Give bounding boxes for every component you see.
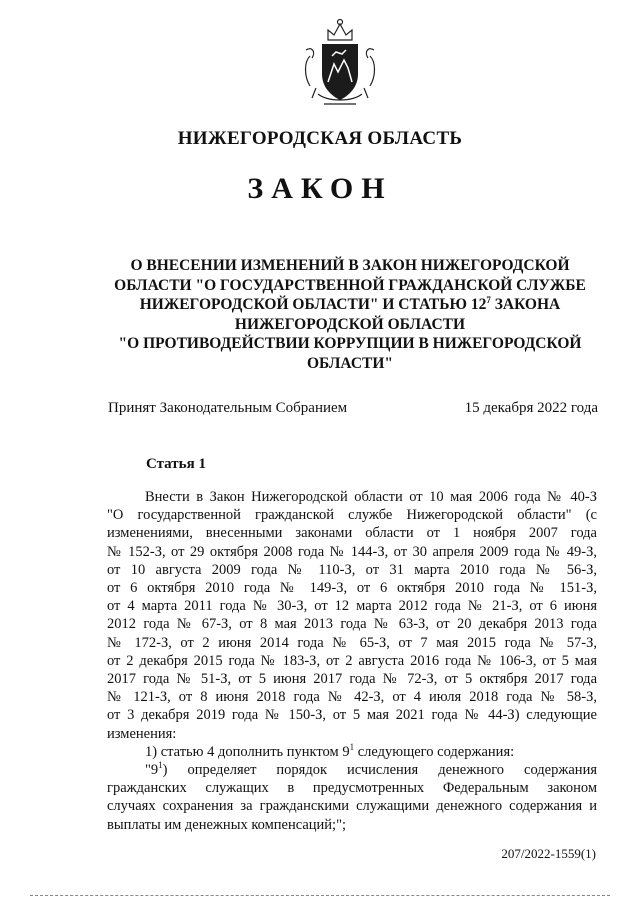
article-body [107,488,597,834]
quote-line [107,761,597,779]
quote-text: ) определяет порядок исчисления денежного содержания [162,762,597,779]
item-1 [107,743,597,761]
body-line: 2017 года № 51-З, от 5 июня 2017 года № 72-З, от 5 октября 2017 года [107,671,597,688]
body-line: от 10 августа 2009 года № 110-З, от 31 марта 2010 года № 56-З, [107,561,597,578]
coat-of-arms-icon [298,16,382,112]
quote-line: выплаты им денежных компенсаций;"; [107,816,347,833]
document-type: ЗАКОН [247,172,393,205]
page-edge-divider [30,895,610,896]
body-line: Внести в Закон Нижегородской области от 10 мая 2006 года № 40-З [145,489,597,505]
body-line: изменениями, внесенными законами области от 1 ноября 2007 года [107,525,597,542]
body-line: № 152-З, от 29 октября 2008 года № 144-З, от 30 апреля 2009 года № 49-З, [107,543,597,560]
law-title-line: О ВНЕСЕНИИ ИЗМЕНЕНИЙ В ЗАКОН НИЖЕГОРОДСКОЙ [130,257,570,274]
adoption-date: 15 декабря 2022 года [464,400,598,416]
body-line: 2012 года № 67-З, от 8 мая 2013 года № 63-З, от 20 декабря 2013 года [107,616,597,633]
body-line: от 2 декабря 2015 года № 183-З, от 2 августа 2016 года № 106-З, от 5 мая [107,652,597,669]
body-line: "О государственной гражданской службе Нижегородской области" (с [107,507,597,524]
law-title-line [100,295,600,315]
article-title: Статья 1 [146,456,206,472]
law-title-line: ОБЛАСТИ "О ГОСУДАРСТВЕННОЙ ГРАЖДАНСКОЙ СЛУЖБЕ [114,276,586,294]
law-title-text: НИЖЕГОРОДСКОЙ ОБЛАСТИ" И СТАТЬЮ 12 [139,296,487,313]
body-line: № 121-З, от 8 июня 2018 года № 42-З, от 4 июля 2018 года № 58-З, [107,689,597,706]
body-line: № 172-З, от 2 июня 2014 года № 65-З, от 7 мая 2015 года № 57-З, [107,634,597,651]
document-number: 207/2022-1559(1) [501,846,596,861]
law-title-line: НИЖЕГОРОДСКОЙ ОБЛАСТИ [234,315,466,333]
law-title-line: ОБЛАСТИ" [306,354,394,372]
body-line: от 3 декабря 2019 года № 150-З, от 5 мая 2021 года № 44-З) следующие [107,707,597,724]
item-text: 1) статью 4 дополнить пунктом 9 [145,743,350,760]
law-title-text: ЗАКОНА [490,296,561,313]
quote-line: гражданских служащих в предусмотренных Федеральным законом [107,780,597,797]
law-title [100,256,600,373]
region-name: НИЖЕГОРОДСКАЯ ОБЛАСТЬ [177,128,463,149]
item-text: следующего содержания: [354,743,515,760]
law-title-line: "О ПРОТИВОДЕЙСТВИИ КОРРУПЦИИ В НИЖЕГОРОДСКОЙ [118,335,582,352]
adopted-by: Принят Законодательным Собранием [108,400,348,416]
superscript: 1 [158,760,163,771]
quote-line: случаях сохранения за гражданскими служащими денежного содержания и [107,798,597,815]
superscript: 7 [486,294,491,305]
body-line: изменения: [107,725,177,742]
body-line: от 4 марта 2011 года № 30-З, от 12 марта 2012 года № 21-З, от 6 июня [107,598,597,615]
superscript: 1 [349,742,355,753]
body-line: от 6 октября 2010 года № 149-З, от 6 октября 2010 года № 151-З, [107,580,597,597]
quote-text: "9 [145,762,159,779]
adoption-line [108,400,598,417]
